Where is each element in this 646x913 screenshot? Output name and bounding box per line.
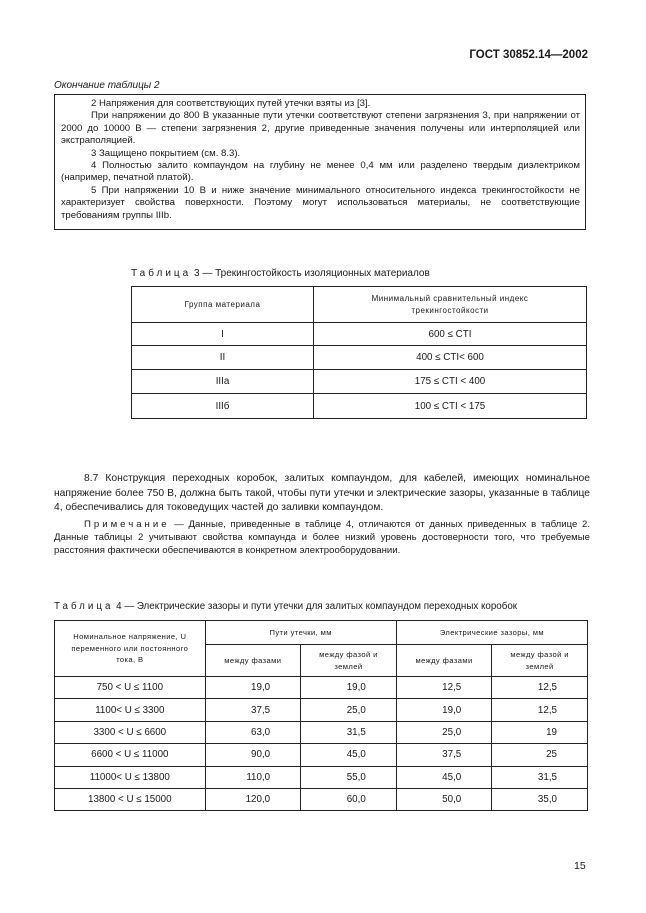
table4-value-cell: 19,0 — [205, 677, 301, 699]
document-header: ГОСТ 30852.14—2002 — [469, 49, 588, 61]
table4-voltage-cell: 13800 < U ≤ 15000 — [55, 788, 206, 810]
table3-cti-cell: 600 ≤ CTI — [314, 323, 587, 346]
table4-value-cell: 25,0 — [301, 699, 397, 721]
table4-value-cell: 25,0 — [396, 721, 491, 743]
table4-header-voltage: Номинальное напряжение, U переменного или постоянного тока, В — [55, 621, 206, 677]
table2-notes — [54, 94, 586, 230]
table4-header-creepage: Пути утечки, мм — [205, 621, 396, 645]
table4-voltage-cell: 6600 < U ≤ 11000 — [55, 744, 206, 766]
table4-value-cell: 12,5 — [492, 677, 588, 699]
table4-value-cell: 63,0 — [205, 721, 301, 743]
table-row — [132, 323, 587, 346]
table4-caption-word: Таблица — [54, 601, 114, 612]
note-text: — Данные, приведенные в таблице 4, отличаются от данных приведенных в таблице 2. Данные таблицы 2 учитывают свойства компаунда и более низкий уровень достоверности того, что требуемые расстояния фактически обеспечиваются в конкретном электрооборудовании. — [54, 519, 591, 556]
table3-cti-cell: 400 ≤ CTI< 600 — [314, 346, 587, 370]
table4-value-cell: 110,0 — [205, 766, 301, 788]
table4-voltage-cell: 1100< U ≤ 3300 — [55, 699, 206, 721]
table4-sub-phases: между фазами — [205, 645, 301, 677]
table4-value-cell: 31,5 — [492, 766, 588, 788]
table4-value-cell: 55,0 — [301, 766, 397, 788]
table3-group-cell: IIIa — [132, 370, 314, 394]
table3-header-group: Группа материала — [132, 287, 314, 323]
table-row — [132, 370, 587, 394]
note-3: 3 Защищено покрытием (см. 8.3). — [91, 147, 241, 159]
table4-value-cell: 90,0 — [205, 744, 301, 766]
table4-value-cell: 31,5 — [301, 721, 397, 743]
table4-value-cell: 35,0 — [492, 788, 588, 810]
table4-caption — [54, 601, 517, 612]
table4-sub-phase-earth: между фазой и землей — [301, 645, 397, 677]
table-row — [132, 346, 587, 370]
table4-sub-phase-earth: между фазой и землей — [492, 645, 588, 677]
note-word: Примечание — [84, 519, 170, 530]
table3-header-cti: Минимальный сравнительный индекс трекингостойкости — [314, 287, 587, 323]
table4-value-cell: 50,0 — [396, 788, 491, 810]
table4-value-cell: 45,0 — [301, 744, 397, 766]
table-row — [55, 744, 588, 766]
table4-voltage-cell: 750 < U ≤ 1100 — [55, 677, 206, 699]
table4-voltage-cell: 3300 < U ≤ 6600 — [55, 721, 206, 743]
table4-sub-phases: между фазами — [396, 645, 491, 677]
table4-value-cell: 120,0 — [205, 788, 301, 810]
table3-group-cell: I — [132, 323, 314, 346]
table3-cti-cell: 100 ≤ CTI < 175 — [314, 394, 587, 419]
table4-value-cell: 12,5 — [396, 677, 491, 699]
table3-group-cell: II — [132, 346, 314, 370]
table4-value-cell: 45,0 — [396, 766, 491, 788]
clause-note — [54, 519, 590, 557]
page-number: 15 — [574, 860, 586, 872]
table-row — [55, 766, 588, 788]
table3-cti-cell: 175 ≤ CTI < 400 — [314, 370, 587, 394]
table4-voltage-cell: 11000< U ≤ 13800 — [55, 766, 206, 788]
note-2-continued: При напряжении до 800 В указанные пути утечки соответствуют степени загрязнения 3, при напряжении от 2000 до 10000 В — степени загрязнения 2, другие приведенные значения получены или интерполяцией или экстраполяцией. — [61, 110, 580, 147]
table4-value-cell: 37,5 — [396, 744, 491, 766]
table-row — [55, 788, 588, 810]
note-2: 2 Напряжения для соответствующих путей утечки взяты из [3]. — [91, 98, 371, 109]
table4-value-cell: 25 — [492, 744, 588, 766]
table4-value-cell: 19,0 — [396, 699, 491, 721]
table4-value-cell: 19,0 — [301, 677, 397, 699]
note-5: 5 При напряжении 10 В и ниже значение минимального относительного индекса трекингостойкости не характеризует свойства поверхности. Поэтому могут использоваться материалы, не соответствующие требованиям группы IIIb. — [61, 184, 580, 221]
table4-caption-text: 4 — Электрические зазоры и пути утечки для залитых компаундом переходных коробок — [116, 601, 518, 612]
table3-group-cell: IIIб — [132, 394, 314, 419]
table-row — [55, 677, 588, 699]
table3-caption-word: Таблица — [131, 268, 192, 279]
table4-header-clearance: Электрические зазоры, мм — [396, 621, 587, 645]
table4-value-cell: 60,0 — [301, 788, 397, 810]
table4 — [54, 620, 588, 811]
table3-caption-text: 3 — Трекингостойкость изоляционных материалов — [194, 268, 430, 279]
note-4: 4 Полностью залито компаундом на глубину не менее 0,4 мм или разделено твердым диэлектриком (например, печатной платой). — [61, 160, 580, 184]
table4-value-cell: 37,5 — [205, 699, 301, 721]
table4-value-cell: 19 — [492, 721, 588, 743]
table-row — [55, 721, 588, 743]
table-row — [55, 699, 588, 721]
clause-8-7: 8.7 Конструкция переходных коробок, залитых компаундом, для кабелей, имеющих номинальное напряжение более 750 В, должна быть такой, чтобы пути утечки и электрические зазоры, указанные в таблице 4, обеспечивались для токоведущих частей до заливки компаундом. — [54, 473, 590, 513]
table4-value-cell: 12,5 — [492, 699, 588, 721]
table-row — [132, 394, 587, 419]
table3 — [131, 286, 587, 419]
table-continuation-label: Окончание таблицы 2 — [54, 80, 160, 91]
table3-caption — [131, 268, 430, 279]
